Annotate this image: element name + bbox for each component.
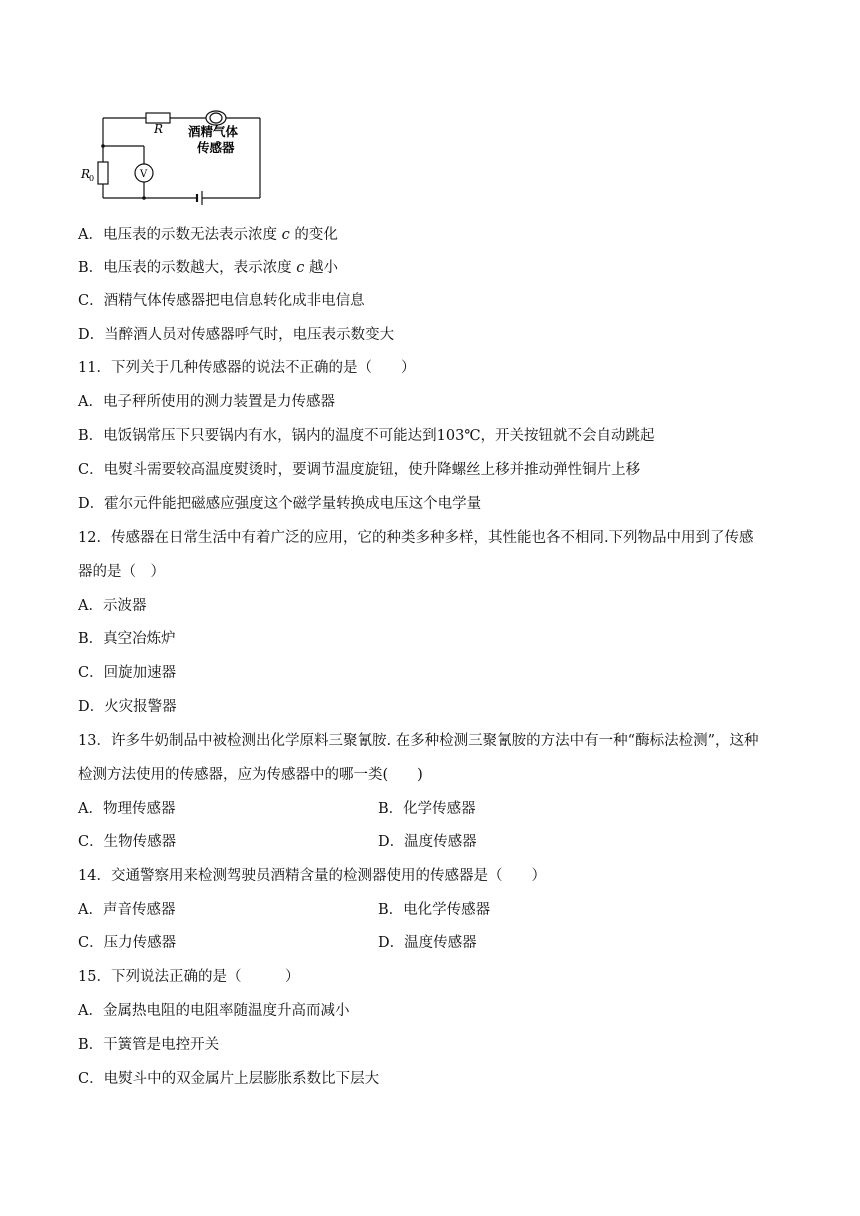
q12-stem-line1: 12．传感器在日常生活中有着广泛的应用，它的种类多种多样，其性能也各不相同.下列物品中用到了传感	[78, 530, 754, 546]
q10-option-c: C．酒精气体传感器把电信息转化成非电信息	[78, 293, 365, 309]
q14-option-d: D．温度传感器	[378, 935, 477, 951]
sensor-label-line1: 酒精气体	[188, 124, 239, 139]
q10-option-a-text: A．电压表的示数无法表示浓度	[78, 227, 277, 243]
q11-stem: 11．下列关于几种传感器的说法不正确的是（ ）	[78, 360, 416, 376]
q11-option-a: A．电子秤所使用的测力装置是力传感器	[78, 394, 335, 410]
q12-stem-line2: 器的是（ ）	[78, 564, 165, 580]
q15-option-c: C．电熨斗中的双金属片上层膨胀系数比下层大	[78, 1071, 380, 1087]
q13-option-d: D．温度传感器	[378, 834, 477, 850]
q11-option-b: B．电饭锅常压下只要锅内有水，锅内的温度不可能达到103℃，开关按钮就不会自动跳起	[78, 428, 655, 444]
q10-option-a	[78, 225, 338, 245]
q13-stem-line1: 13．许多牛奶制品中被检测出化学原料三聚氰胺. 在多种检测三聚氰胺的方法中有一种“酶标法检测”，这种	[78, 733, 759, 749]
q13-option-c: C．生物传感器	[78, 834, 177, 850]
resistor-r0-label: R	[81, 167, 91, 181]
q10-option-d: D．当醉酒人员对传感器呼气时，电压表示数变大	[78, 327, 395, 343]
q14-option-a: A．声音传感器	[78, 902, 176, 918]
q10-option-b-text: B．电压表的示数越大，表示浓度	[78, 260, 292, 276]
q12-option-c: C．回旋加速器	[78, 665, 177, 681]
q12-option-d: D．火灾报警器	[78, 699, 177, 715]
resistor-r0-subscript: 0	[89, 174, 95, 183]
q10-option-b-end: 越小	[309, 260, 338, 276]
q14-option-b: B．电化学传感器	[378, 902, 491, 918]
sensor-label-line2: 传感器	[197, 140, 235, 155]
q10-option-a-var: c	[281, 227, 290, 243]
resistor-r-label: R	[154, 122, 164, 136]
q12-option-a: A．示波器	[78, 598, 147, 614]
q15-stem: 15．下列说法正确的是（ ）	[78, 969, 300, 985]
circuit-diagram	[78, 102, 268, 214]
q10-option-b-var: c	[296, 260, 305, 276]
q10-option-b	[78, 258, 338, 278]
q13-option-b: B．化学传感器	[378, 801, 476, 817]
q12-option-b: B．真空冶炼炉	[78, 631, 176, 647]
q14-option-c: C．压力传感器	[78, 935, 177, 951]
q14-stem: 14．交通警察用来检测驾驶员酒精含量的检测器使用的传感器是（ ）	[78, 868, 546, 884]
q13-option-a: A．物理传感器	[78, 801, 176, 817]
voltmeter-label: V	[140, 169, 148, 180]
q13-stem-line2: 检测方法使用的传感器，应为传感器中的哪一类( )	[78, 767, 423, 783]
q10-option-a-end: 的变化	[294, 227, 338, 243]
q11-option-d: D．霍尔元件能把磁感应强度这个磁学量转换成电压这个电学量	[78, 496, 482, 512]
q11-option-c: C．电熨斗需要较高温度熨烫时，要调节温度旋钮，使升降螺丝上移并推动弹性铜片上移	[78, 462, 641, 478]
q15-option-a: A．金属热电阻的电阻率随温度升高而减小	[78, 1003, 350, 1019]
q15-option-b: B．干簧管是电控开关	[78, 1037, 220, 1053]
resistor-r0	[98, 162, 108, 184]
